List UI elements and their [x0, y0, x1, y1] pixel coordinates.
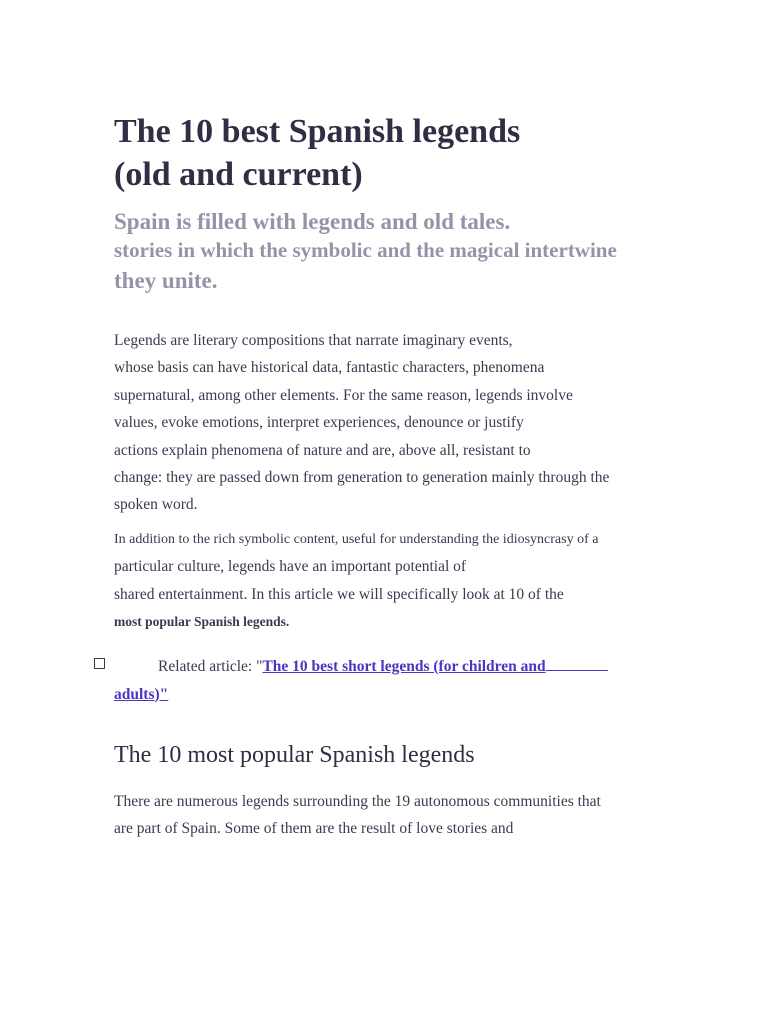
- related-line-2: [114, 681, 674, 709]
- paragraph-line: In addition to the rich symbolic content, useful for understanding the idiosyncrasy of a: [114, 532, 599, 547]
- paragraph-line-bold: most popular Spanish legends.: [114, 614, 290, 630]
- paragraph-line: spoken word.: [114, 496, 198, 514]
- subtitle: [114, 208, 734, 297]
- paragraph-line: are part of Spain. Some of them are the result of love stories and: [114, 820, 514, 838]
- paragraph-line: There are numerous legends surrounding the 19 autonomous communities that: [114, 793, 601, 810]
- title-line-2: (old and current): [114, 156, 363, 193]
- subtitle-line-1: Spain is filled with legends and old tales.: [114, 209, 511, 234]
- related-article: [114, 653, 674, 708]
- related-article-link-continued[interactable]: adults)": [114, 685, 169, 703]
- related-line-1: [114, 653, 674, 681]
- paragraph-line: whose basis can have historical data, fantastic characters, phenomena: [114, 359, 545, 377]
- intro-paragraph: [114, 327, 674, 519]
- related-prefix: Related article: ": [158, 658, 263, 675]
- missing-glyph-icon: [94, 658, 105, 669]
- paragraph-line: values, evoke emotions, interpret experiences, denounce or justify: [114, 414, 524, 432]
- related-article-link[interactable]: The 10 best short legends (for children and: [262, 658, 546, 675]
- link-underline-pad: [546, 656, 608, 671]
- paragraph-line: supernatural, among other elements. For the same reason, legends involve: [114, 386, 573, 404]
- paragraph-line: shared entertainment. In this article we will specifically look at 10 of the: [114, 585, 564, 603]
- paragraph-line: actions explain phenomena of nature and are, above all, resistant to: [114, 441, 531, 459]
- section-paragraph: [114, 788, 674, 843]
- subtitle-line-3: they unite.: [114, 268, 218, 293]
- title-line-1: The 10 best Spanish legends: [114, 113, 521, 150]
- paragraph-line: particular culture, legends have an important potential of: [114, 558, 467, 576]
- bullet-icon: [93, 658, 105, 670]
- section-heading: The 10 most popular Spanish legends: [114, 742, 475, 768]
- subtitle-line-2: stories in which the symbolic and the magical intertwine: [114, 238, 617, 262]
- second-paragraph: [114, 526, 674, 636]
- paragraph-line: Legends are literary compositions that narrate imaginary events,: [114, 332, 513, 349]
- page-title: [114, 110, 674, 196]
- paragraph-line: change: they are passed down from generation to generation mainly through the: [114, 469, 610, 487]
